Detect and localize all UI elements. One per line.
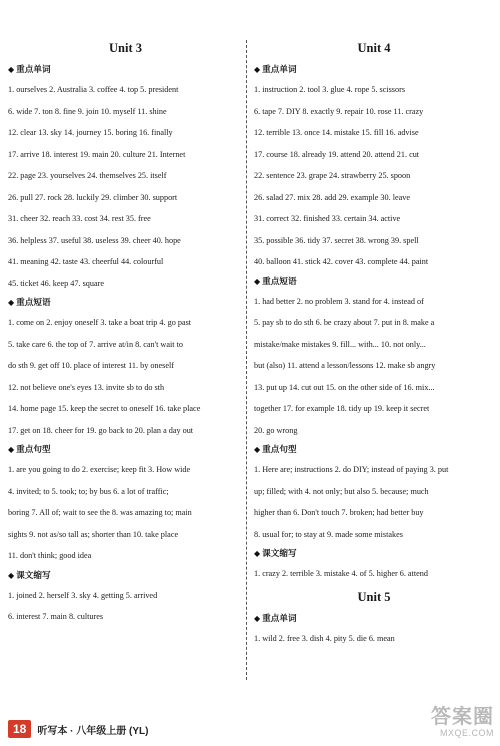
- answer-line: 22. page 23. yourselves 24. themselves 25. itself: [8, 171, 167, 180]
- answer-line: 13. put up 14. cut out 15. on the other side of 16. mix...: [254, 382, 435, 392]
- answer-line: 12. clear 13. sky 14. journey 15. boring 16. finally: [8, 128, 173, 137]
- section-heading-text: 重点句型: [16, 444, 51, 454]
- left-column: [8, 40, 243, 628]
- section-heading: [254, 274, 494, 289]
- watermark-small: MXQE.COM: [439, 728, 494, 738]
- answer-line: 6. interest 7. main 8. cultures: [8, 612, 104, 621]
- answer-line: higher than 6. Don't touch 7. broken; had better buy: [254, 508, 424, 517]
- right-column: [254, 40, 494, 649]
- answer-line: 8. usual for; to stay at 9. made some mistakes: [254, 529, 403, 539]
- section-heading: [8, 62, 243, 77]
- unit-title: Unit 4: [357, 41, 391, 55]
- answer-line: 40. balloon 41. stick 42. cover 43. complete 44. paint: [254, 257, 429, 266]
- section-heading: [254, 442, 494, 457]
- section-heading-text: 重点短语: [262, 275, 297, 286]
- watermark-big: 答案圈: [431, 706, 494, 728]
- section-heading: [8, 295, 243, 310]
- answer-line: 36. helpless 37. useful 38. useless 39. cheer 40. hope: [8, 235, 181, 245]
- answer-line: but (also) 11. attend a lesson/lessons 12. make sb angry: [254, 361, 436, 370]
- section-heading: [8, 442, 243, 457]
- section-heading-text: 课文缩写: [262, 548, 297, 558]
- answer-line: 11. don't think; good idea: [8, 551, 92, 560]
- answer-line: 1. come on 2. enjoy oneself 3. take a boat trip 4. go past: [8, 318, 192, 327]
- answer-line: 17. arrive 18. interest 19. main 20. culture 21. Internet: [8, 149, 186, 159]
- answer-line: together 17. for example 18. tidy up 19. keep it secret: [254, 404, 430, 413]
- answer-line: 26. salad 27. mix 28. add 29. example 30. leave: [254, 192, 410, 202]
- section-heading-text: 重点句型: [262, 444, 297, 454]
- diamond-icon: ◆: [254, 549, 261, 558]
- answer-line: sights 9. not as/so tall as; shorter than 10. take place: [8, 529, 179, 539]
- answer-line: 20. go wrong: [254, 425, 298, 435]
- answer-line: 1. joined 2. herself 3. sky 4. getting 5. arrived: [8, 590, 158, 600]
- page-footer: [8, 718, 148, 740]
- answer-line: 26. pull 27. rock 28. luckily 29. climber 30. support: [8, 192, 178, 202]
- watermark-logo: [408, 706, 494, 742]
- answer-line: 17. course 18. already 19. attend 20. attend 21. cut: [254, 149, 420, 159]
- answer-line: 1. instruction 2. tool 3. glue 4. rope 5. scissors: [254, 85, 406, 94]
- diamond-icon: ◆: [254, 65, 261, 74]
- section-heading-text: 重点短语: [16, 297, 51, 307]
- diamond-icon: ◆: [8, 445, 15, 454]
- unit-title: Unit 5: [357, 589, 391, 604]
- section-heading: [8, 568, 243, 583]
- answer-line: 12. terrible 13. once 14. mistake 15. fill 16. advise: [254, 128, 419, 137]
- answer-line: 31. correct 32. finished 33. certain 34. active: [254, 214, 401, 223]
- answer-line: 5. take care 6. the top of 7. arrive at/in 8. can't wait to: [8, 339, 183, 349]
- answer-line: 4. invited; to 5. took; to; by bus 6. a lot of traffic;: [8, 486, 169, 496]
- left-sections: [8, 62, 243, 628]
- answer-line: up; filled; with 4. not only; but also 5. because; much: [254, 486, 429, 496]
- page-number: 18: [8, 720, 31, 738]
- answer-line: 6. wide 7. ton 8. fine 9. join 10. myself 11. shine: [8, 106, 167, 116]
- answer-line: 1. ourselves 2. Australia 3. coffee 4. top 5. president: [8, 85, 179, 94]
- answer-line: do sth 9. get off 10. place of interest 11. by oneself: [8, 361, 174, 370]
- answer-line: 5. pay sb to do sth 6. be crazy about 7. put in 8. make a: [254, 318, 435, 327]
- answer-line: 22. sentence 23. grape 24. strawberry 25. spoon: [254, 171, 411, 180]
- section-heading-text: 重点单词: [16, 64, 51, 74]
- answer-line: 1. are you going to do 2. exercise; keep fit 3. How wide: [8, 465, 191, 474]
- diamond-icon: ◆: [254, 276, 261, 286]
- answer-line: 1. crazy 2. terrible 3. mistake 4. of 5. higher 6. attend: [254, 569, 428, 578]
- answer-line: mistake/make mistakes 9. fill... with... 10. not only...: [254, 339, 426, 349]
- diamond-icon: ◆: [8, 65, 15, 74]
- answer-line: 14. home page 15. keep the secret to oneself 16. take place: [8, 404, 201, 413]
- unit-title: Unit 3: [109, 41, 142, 55]
- right-sections: [254, 62, 494, 585]
- answer-line: 17. get on 18. cheer for 19. go back to 20. plan a day out: [8, 425, 194, 435]
- diamond-icon: ◆: [254, 445, 261, 454]
- section-heading-text: 重点单词: [262, 612, 297, 623]
- book-title: 听写本 · 八年级上册 (YL): [37, 725, 149, 737]
- answer-line: 1. wild 2. free 3. dish 4. pity 5. die 6. mean: [254, 633, 395, 643]
- section-heading: [254, 546, 494, 561]
- diamond-icon: ◆: [254, 613, 261, 623]
- answer-line: 41. meaning 42. taste 43. cheerful 44. colourful: [8, 257, 164, 266]
- section-heading: [254, 62, 494, 77]
- column-divider: [246, 40, 247, 680]
- answer-line: boring 7. All of; wait to see the 8. was amazing to; main: [8, 508, 192, 517]
- section-heading-text: 重点单词: [262, 64, 297, 74]
- section-heading-text: 课文缩写: [16, 569, 51, 580]
- section-heading: [254, 611, 494, 626]
- diamond-icon: ◆: [8, 298, 15, 307]
- answer-line: 12. not believe one's eyes 13. invite sb to do sth: [8, 382, 165, 392]
- diamond-icon: ◆: [8, 570, 15, 580]
- answer-line: 45. ticket 46. keep 47. square: [8, 278, 104, 288]
- unit5-sections: [254, 611, 494, 650]
- answer-line: 31. cheer 32. reach 33. cost 34. rest 35. free: [8, 214, 151, 223]
- answer-line: 35. possible 36. tidy 37. secret 38. wrong 39. spell: [254, 235, 419, 245]
- answer-line: 6. tape 7. DIY 8. exactly 9. repair 10. rose 11. crazy: [254, 106, 424, 116]
- answer-line: 1. had better 2. no problem 3. stand for 4. instead of: [254, 296, 424, 306]
- answer-line: 1. Here are; instructions 2. do DIY; instead of paying 3. put: [254, 465, 449, 474]
